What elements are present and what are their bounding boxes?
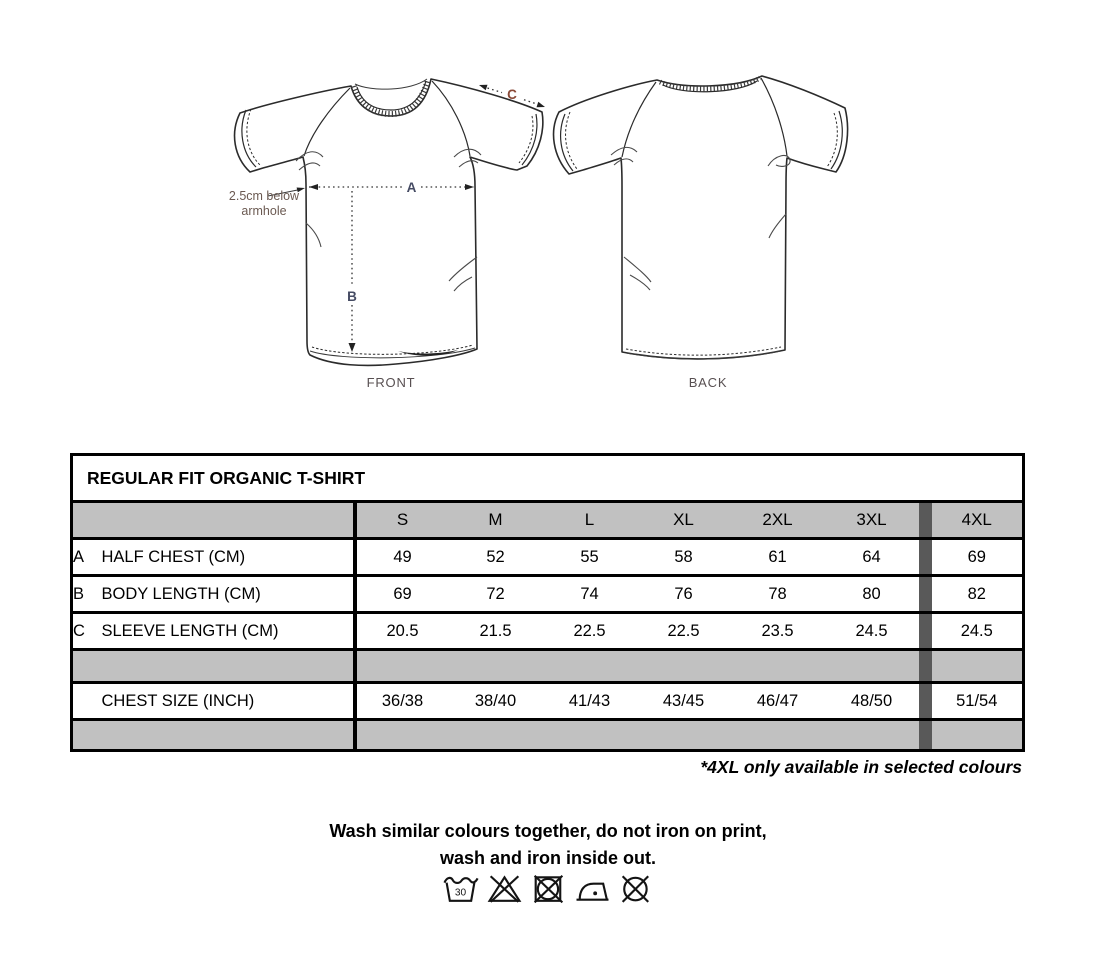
size-value-cell: 61: [731, 539, 825, 576]
size-value-cell: 52: [449, 539, 543, 576]
column-separator: [919, 576, 932, 613]
do-not-bleach-icon: [486, 872, 523, 904]
row-label: BODY LENGTH (CM): [102, 576, 355, 613]
size-value-cell: 48/50: [825, 683, 919, 720]
column-separator: [919, 650, 932, 683]
dim-c-label: C: [507, 87, 517, 102]
size-value-cell: 24.5: [825, 613, 919, 650]
size-value-cell: 80: [825, 576, 919, 613]
iron-low-heat-icon: [574, 872, 611, 904]
care-symbols-row: [0, 872, 1096, 904]
armhole-note-line1: 2.5cm below: [228, 189, 300, 203]
size-value-cell: 22.5: [637, 613, 731, 650]
size-chart-table: [70, 453, 1025, 752]
row-label: HALF CHEST (CM): [102, 539, 355, 576]
4xl-footnote: *4XL only available in selected colours: [700, 757, 1022, 777]
size-value-cell: 49: [355, 539, 449, 576]
tshirt-diagram: [0, 0, 1096, 430]
spacer-row: [72, 720, 1024, 751]
back-shirt-drawing: [554, 76, 848, 359]
size-value-cell: 69: [932, 539, 1024, 576]
size-header: S: [355, 502, 449, 539]
size-value-cell: 24.5: [932, 613, 1024, 650]
size-value-cell: 20.5: [355, 613, 449, 650]
size-header-row: [72, 502, 1024, 539]
front-shirt-drawing: [235, 79, 543, 365]
size-value-cell: 64: [825, 539, 919, 576]
wash-30-icon: [442, 872, 479, 904]
column-separator: [919, 502, 932, 539]
spacer-row: [72, 650, 1024, 683]
wash-instructions: [0, 818, 1096, 872]
size-value-cell: 46/47: [731, 683, 825, 720]
wash-temp-label: 30: [454, 887, 466, 899]
size-value-cell: 69: [355, 576, 449, 613]
size-header: L: [543, 502, 637, 539]
wash-instructions-line1: Wash similar colours together, do not iron on print,: [329, 821, 767, 841]
dim-b-label: B: [347, 289, 357, 304]
size-value-cell: 23.5: [731, 613, 825, 650]
do-not-tumble-dry-icon: [530, 872, 567, 904]
size-value-cell: 22.5: [543, 613, 637, 650]
table-row-sleeve-length: [72, 613, 1024, 650]
column-separator: [919, 613, 932, 650]
row-letter: A: [72, 539, 102, 576]
dim-a-label: A: [406, 180, 417, 195]
size-value-cell: 76: [637, 576, 731, 613]
size-value-cell: 55: [543, 539, 637, 576]
empty-header-cell: [72, 502, 355, 539]
size-header: M: [449, 502, 543, 539]
row-letter: C: [72, 613, 102, 650]
table-row-chest-size: [72, 683, 1024, 720]
do-not-dry-clean-icon: [618, 872, 655, 904]
size-value-cell: 58: [637, 539, 731, 576]
size-value-cell: 72: [449, 576, 543, 613]
table-row-half-chest: [72, 539, 1024, 576]
row-label: CHEST SIZE (INCH): [102, 683, 355, 720]
row-letter: B: [72, 576, 102, 613]
size-header: 3XL: [825, 502, 919, 539]
size-value-cell: 78: [731, 576, 825, 613]
wash-instructions-line2: wash and iron inside out.: [439, 848, 657, 868]
size-value-cell: 43/45: [637, 683, 731, 720]
column-separator: [919, 720, 932, 751]
table-title: REGULAR FIT ORGANIC T-SHIRT: [72, 455, 1024, 502]
size-header: 4XL: [932, 502, 1024, 539]
armhole-note-line2: armhole: [241, 204, 287, 218]
armhole-annotation: [229, 188, 305, 219]
size-value-cell: 21.5: [449, 613, 543, 650]
size-value-cell: 51/54: [932, 683, 1024, 720]
row-letter: [72, 683, 102, 720]
size-value-cell: 41/43: [543, 683, 637, 720]
row-label: SLEEVE LENGTH (CM): [102, 613, 355, 650]
size-value-cell: 82: [932, 576, 1024, 613]
column-separator: [919, 539, 932, 576]
column-separator: [919, 683, 932, 720]
size-header: XL: [637, 502, 731, 539]
back-view-label: BACK: [688, 375, 728, 390]
size-value-cell: 36/38: [355, 683, 449, 720]
table-row-body-length: [72, 576, 1024, 613]
size-header: 2XL: [731, 502, 825, 539]
size-value-cell: 74: [543, 576, 637, 613]
front-view-label: FRONT: [366, 375, 416, 390]
size-value-cell: 38/40: [449, 683, 543, 720]
